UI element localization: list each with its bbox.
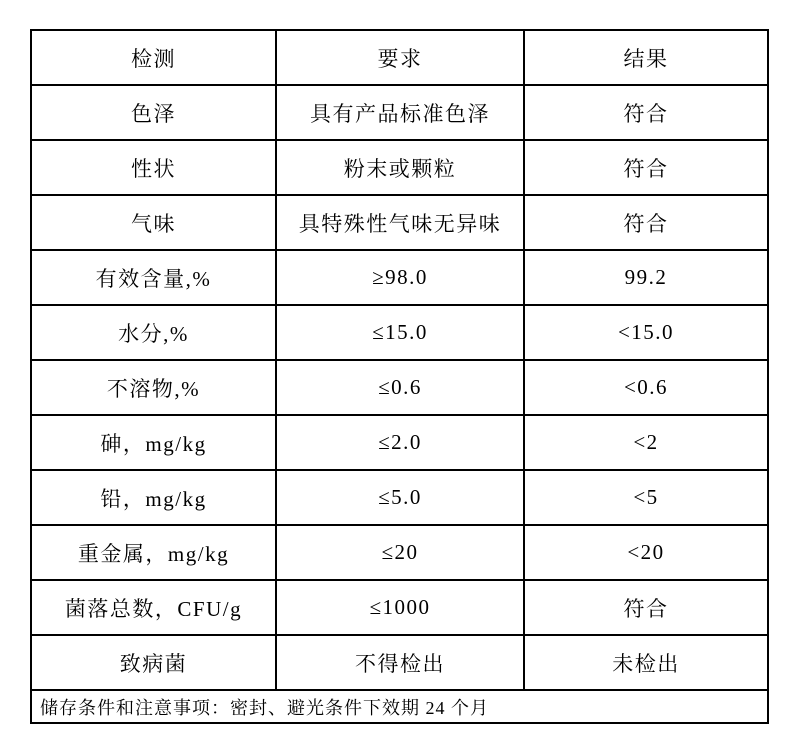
table-row <box>31 195 768 250</box>
cell-result: <15.0 <box>524 305 768 360</box>
cell-requirement: ≤5.0 <box>276 470 524 525</box>
cell-result: 99.2 <box>524 250 768 305</box>
cell-item: 有效含量,% <box>31 250 276 305</box>
table-row <box>31 250 768 305</box>
cell-item: 色泽 <box>31 85 276 140</box>
cell-requirement: ≤0.6 <box>276 360 524 415</box>
cell-item: 铅，mg/kg <box>31 470 276 525</box>
cell-requirement: ≤15.0 <box>276 305 524 360</box>
table-row <box>31 580 768 635</box>
cell-item: 重金属，mg/kg <box>31 525 276 580</box>
cell-result: <5 <box>524 470 768 525</box>
cell-item: 砷，mg/kg <box>31 415 276 470</box>
inspection-spec-table <box>30 29 769 724</box>
cell-requirement: 具特殊性气味无异味 <box>276 195 524 250</box>
table-row <box>31 140 768 195</box>
cell-requirement: 不得检出 <box>276 635 524 690</box>
cell-item: 致病菌 <box>31 635 276 690</box>
cell-item: 气味 <box>31 195 276 250</box>
cell-item: 菌落总数，CFU/g <box>31 580 276 635</box>
header-row <box>31 30 768 85</box>
storage-note: 储存条件和注意事项：密封、避光条件下效期 24 个月 <box>31 690 768 723</box>
cell-result: <20 <box>524 525 768 580</box>
table-row <box>31 305 768 360</box>
table-row <box>31 635 768 690</box>
header-cell-requirement: 要求 <box>276 30 524 85</box>
table-row <box>31 470 768 525</box>
cell-result: 符合 <box>524 580 768 635</box>
header-cell-result: 结果 <box>524 30 768 85</box>
table-row <box>31 415 768 470</box>
cell-requirement: 粉末或颗粒 <box>276 140 524 195</box>
cell-requirement: 具有产品标准色泽 <box>276 85 524 140</box>
cell-item: 不溶物,% <box>31 360 276 415</box>
cell-requirement: ≤2.0 <box>276 415 524 470</box>
cell-result: 符合 <box>524 140 768 195</box>
cell-result: 未检出 <box>524 635 768 690</box>
cell-result: 符合 <box>524 195 768 250</box>
cell-item: 性状 <box>31 140 276 195</box>
cell-requirement: ≤1000 <box>276 580 524 635</box>
storage-note-row <box>31 690 768 723</box>
cell-item: 水分,% <box>31 305 276 360</box>
cell-result: <0.6 <box>524 360 768 415</box>
cell-requirement: ≤20 <box>276 525 524 580</box>
cell-requirement: ≥98.0 <box>276 250 524 305</box>
table-row <box>31 360 768 415</box>
cell-result: 符合 <box>524 85 768 140</box>
table-row <box>31 85 768 140</box>
header-cell-test: 检测 <box>31 30 276 85</box>
table-row <box>31 525 768 580</box>
cell-result: <2 <box>524 415 768 470</box>
